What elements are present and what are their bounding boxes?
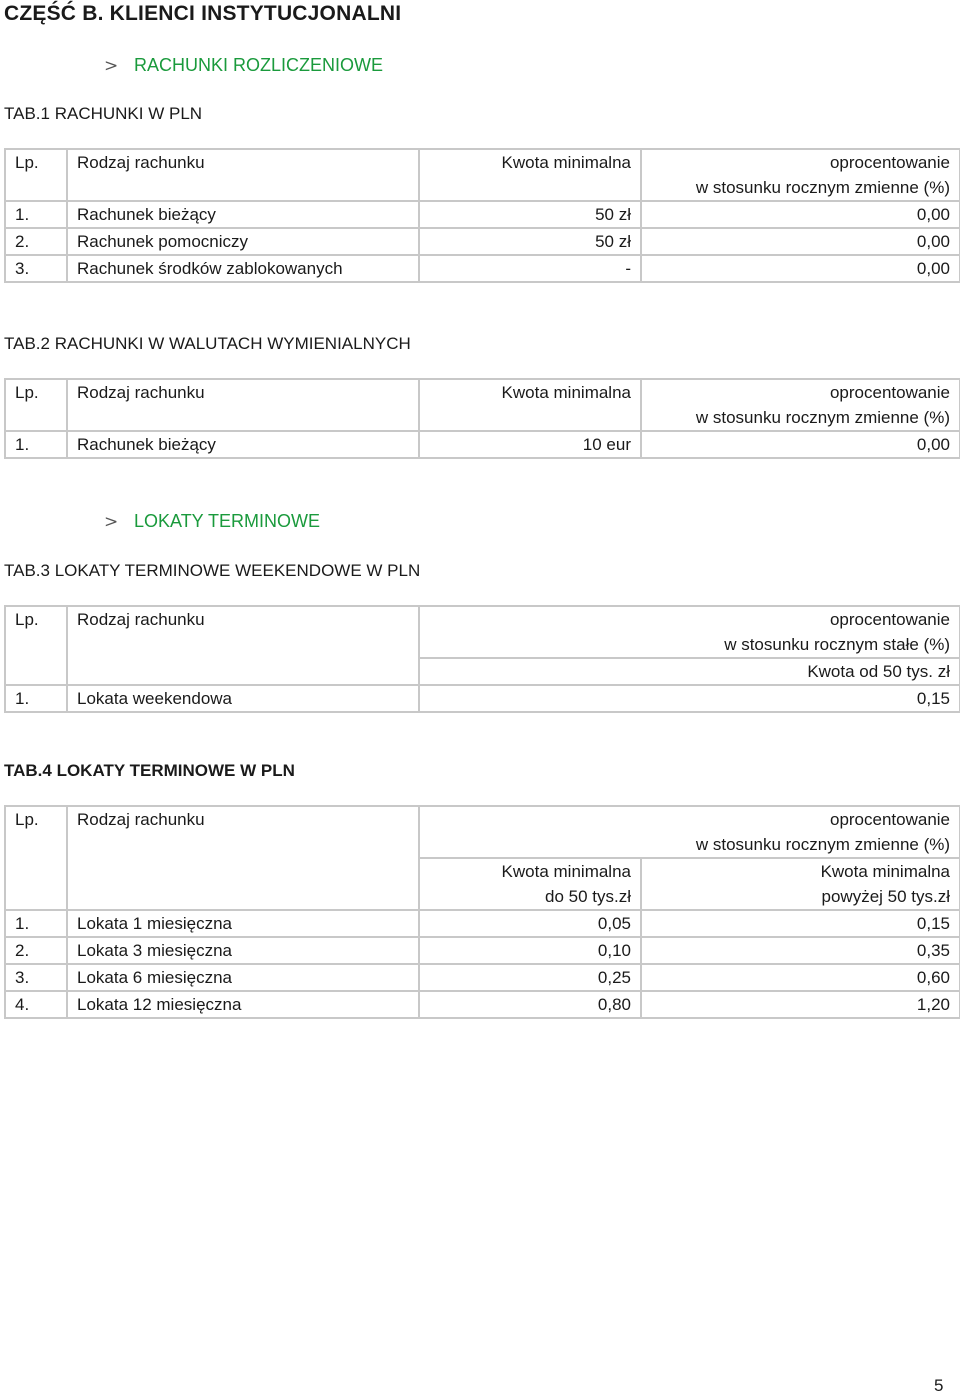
header-amount-high bbox=[641, 858, 960, 910]
cell-rate-low: 0,80 bbox=[419, 991, 641, 1018]
table-row bbox=[5, 685, 960, 712]
header-type: Rodzaj rachunku bbox=[67, 149, 419, 201]
cell-lp: 1. bbox=[5, 910, 67, 937]
table-row bbox=[5, 431, 960, 458]
header-rate-line1: oprocentowanie bbox=[829, 383, 950, 402]
header-amount-high-line2: powyżej 50 tys.zł bbox=[821, 887, 951, 906]
cell-lp: 3. bbox=[5, 255, 67, 282]
cell-lp: 2. bbox=[5, 937, 67, 964]
header-amount-low-line2: do 50 tys.zł bbox=[545, 887, 631, 906]
page-number: 5 bbox=[934, 1376, 944, 1395]
cell-min-amount: - bbox=[419, 255, 641, 282]
arrow-icon: > bbox=[104, 56, 119, 76]
table-header-row bbox=[5, 149, 960, 201]
header-rate-line2: w stosunku rocznym zmienne (%) bbox=[695, 835, 951, 854]
header-amount: Kwota od 50 tys. zł bbox=[419, 658, 960, 685]
table-row bbox=[5, 964, 960, 991]
cell-type: Rachunek bieżący bbox=[67, 201, 419, 228]
cell-lp: 4. bbox=[5, 991, 67, 1018]
cell-type: Lokata 6 miesięczna bbox=[67, 964, 419, 991]
table-title: TAB.4 LOKATY TERMINOWE W PLN bbox=[4, 761, 295, 780]
table-row bbox=[5, 201, 960, 228]
table-row bbox=[5, 937, 960, 964]
section-heading-label: LOKATY TERMINOWE bbox=[134, 511, 321, 531]
cell-type: Rachunek bieżący bbox=[67, 431, 419, 458]
header-type: Rodzaj rachunku bbox=[67, 379, 419, 431]
cell-type: Lokata 3 miesięczna bbox=[67, 937, 419, 964]
cell-lp: 1. bbox=[5, 201, 67, 228]
cell-rate: 0,00 bbox=[641, 201, 960, 228]
cell-lp: 1. bbox=[5, 685, 67, 712]
table-accounts-pln bbox=[4, 148, 960, 283]
table-title: TAB.2 RACHUNKI W WALUTACH WYMIENIALNYCH bbox=[4, 334, 411, 353]
header-lp: Lp. bbox=[5, 606, 67, 658]
header-rate-line2: w stosunku rocznym zmienne (%) bbox=[695, 178, 950, 197]
cell-rate-high: 0,15 bbox=[641, 910, 960, 937]
table-subheader-row bbox=[5, 858, 960, 910]
cell-lp: 3. bbox=[5, 964, 67, 991]
section-heading-accounts bbox=[104, 55, 383, 76]
cell-rate-high: 1,20 bbox=[641, 991, 960, 1018]
header-type: Rodzaj rachunku bbox=[67, 606, 419, 658]
cell-type: Lokata 1 miesięczna bbox=[67, 910, 419, 937]
table-title: TAB.1 RACHUNKI W PLN bbox=[4, 104, 203, 123]
cell-rate-high: 0,60 bbox=[641, 964, 960, 991]
table-header-row bbox=[5, 606, 960, 658]
header-amount-low bbox=[419, 858, 641, 910]
cell-type: Lokata weekendowa bbox=[67, 685, 419, 712]
arrow-icon: > bbox=[104, 512, 119, 532]
table-header-row bbox=[5, 806, 960, 858]
cell-rate-low: 0,05 bbox=[419, 910, 641, 937]
cell-rate: 0,00 bbox=[641, 228, 960, 255]
header-rate-line2: w stosunku rocznym zmienne (%) bbox=[695, 408, 950, 427]
header-rate bbox=[419, 606, 960, 658]
table-row bbox=[5, 255, 960, 282]
table-row bbox=[5, 910, 960, 937]
table-row bbox=[5, 991, 960, 1018]
cell-rate: 0,15 bbox=[419, 685, 960, 712]
header-lp-spacer bbox=[5, 658, 67, 685]
table-header-row bbox=[5, 379, 960, 431]
cell-min-amount: 50 zł bbox=[419, 201, 641, 228]
header-rate-line1: oprocentowanie bbox=[829, 610, 950, 629]
table-row bbox=[5, 228, 960, 255]
cell-lp: 1. bbox=[5, 431, 67, 458]
cell-min-amount: 10 eur bbox=[419, 431, 641, 458]
cell-rate-low: 0,10 bbox=[419, 937, 641, 964]
header-rate bbox=[641, 149, 960, 201]
cell-type: Lokata 12 miesięczna bbox=[67, 991, 419, 1018]
cell-min-amount: 50 zł bbox=[419, 228, 641, 255]
table-weekend-deposits bbox=[4, 605, 960, 713]
header-min-amount: Kwota minimalna bbox=[419, 379, 641, 431]
table-subheader-row bbox=[5, 658, 960, 685]
header-type-spacer bbox=[67, 658, 419, 685]
header-rate-line1: oprocentowanie bbox=[829, 810, 951, 829]
header-lp: Lp. bbox=[5, 806, 67, 858]
section-heading-deposits bbox=[104, 511, 320, 532]
table-term-deposits bbox=[4, 805, 960, 1019]
header-rate-line2: w stosunku rocznym stałe (%) bbox=[724, 635, 950, 654]
header-lp: Lp. bbox=[5, 149, 67, 201]
cell-type: Rachunek pomocniczy bbox=[67, 228, 419, 255]
table-accounts-foreign bbox=[4, 378, 960, 459]
cell-rate-low: 0,25 bbox=[419, 964, 641, 991]
table-title: TAB.3 LOKATY TERMINOWE WEEKENDOWE W PLN bbox=[4, 561, 421, 580]
header-rate-line1: oprocentowanie bbox=[829, 153, 950, 172]
cell-rate-high: 0,35 bbox=[641, 937, 960, 964]
cell-lp: 2. bbox=[5, 228, 67, 255]
cell-type: Rachunek środków zablokowanych bbox=[67, 255, 419, 282]
header-lp-spacer bbox=[5, 858, 67, 910]
cell-rate: 0,00 bbox=[641, 255, 960, 282]
header-rate bbox=[419, 806, 960, 858]
header-rate bbox=[641, 379, 960, 431]
cell-rate: 0,00 bbox=[641, 431, 960, 458]
header-lp: Lp. bbox=[5, 379, 67, 431]
part-title: CZĘŚĆ B. KLIENCI INSTYTUCJONALNI bbox=[4, 2, 402, 25]
header-amount-high-line1: Kwota minimalna bbox=[820, 862, 951, 881]
header-min-amount: Kwota minimalna bbox=[419, 149, 641, 201]
section-heading-label: RACHUNKI ROZLICZENIOWE bbox=[134, 55, 384, 75]
header-type: Rodzaj rachunku bbox=[67, 806, 419, 858]
header-type-spacer bbox=[67, 858, 419, 910]
header-amount-low-line1: Kwota minimalna bbox=[501, 862, 631, 881]
